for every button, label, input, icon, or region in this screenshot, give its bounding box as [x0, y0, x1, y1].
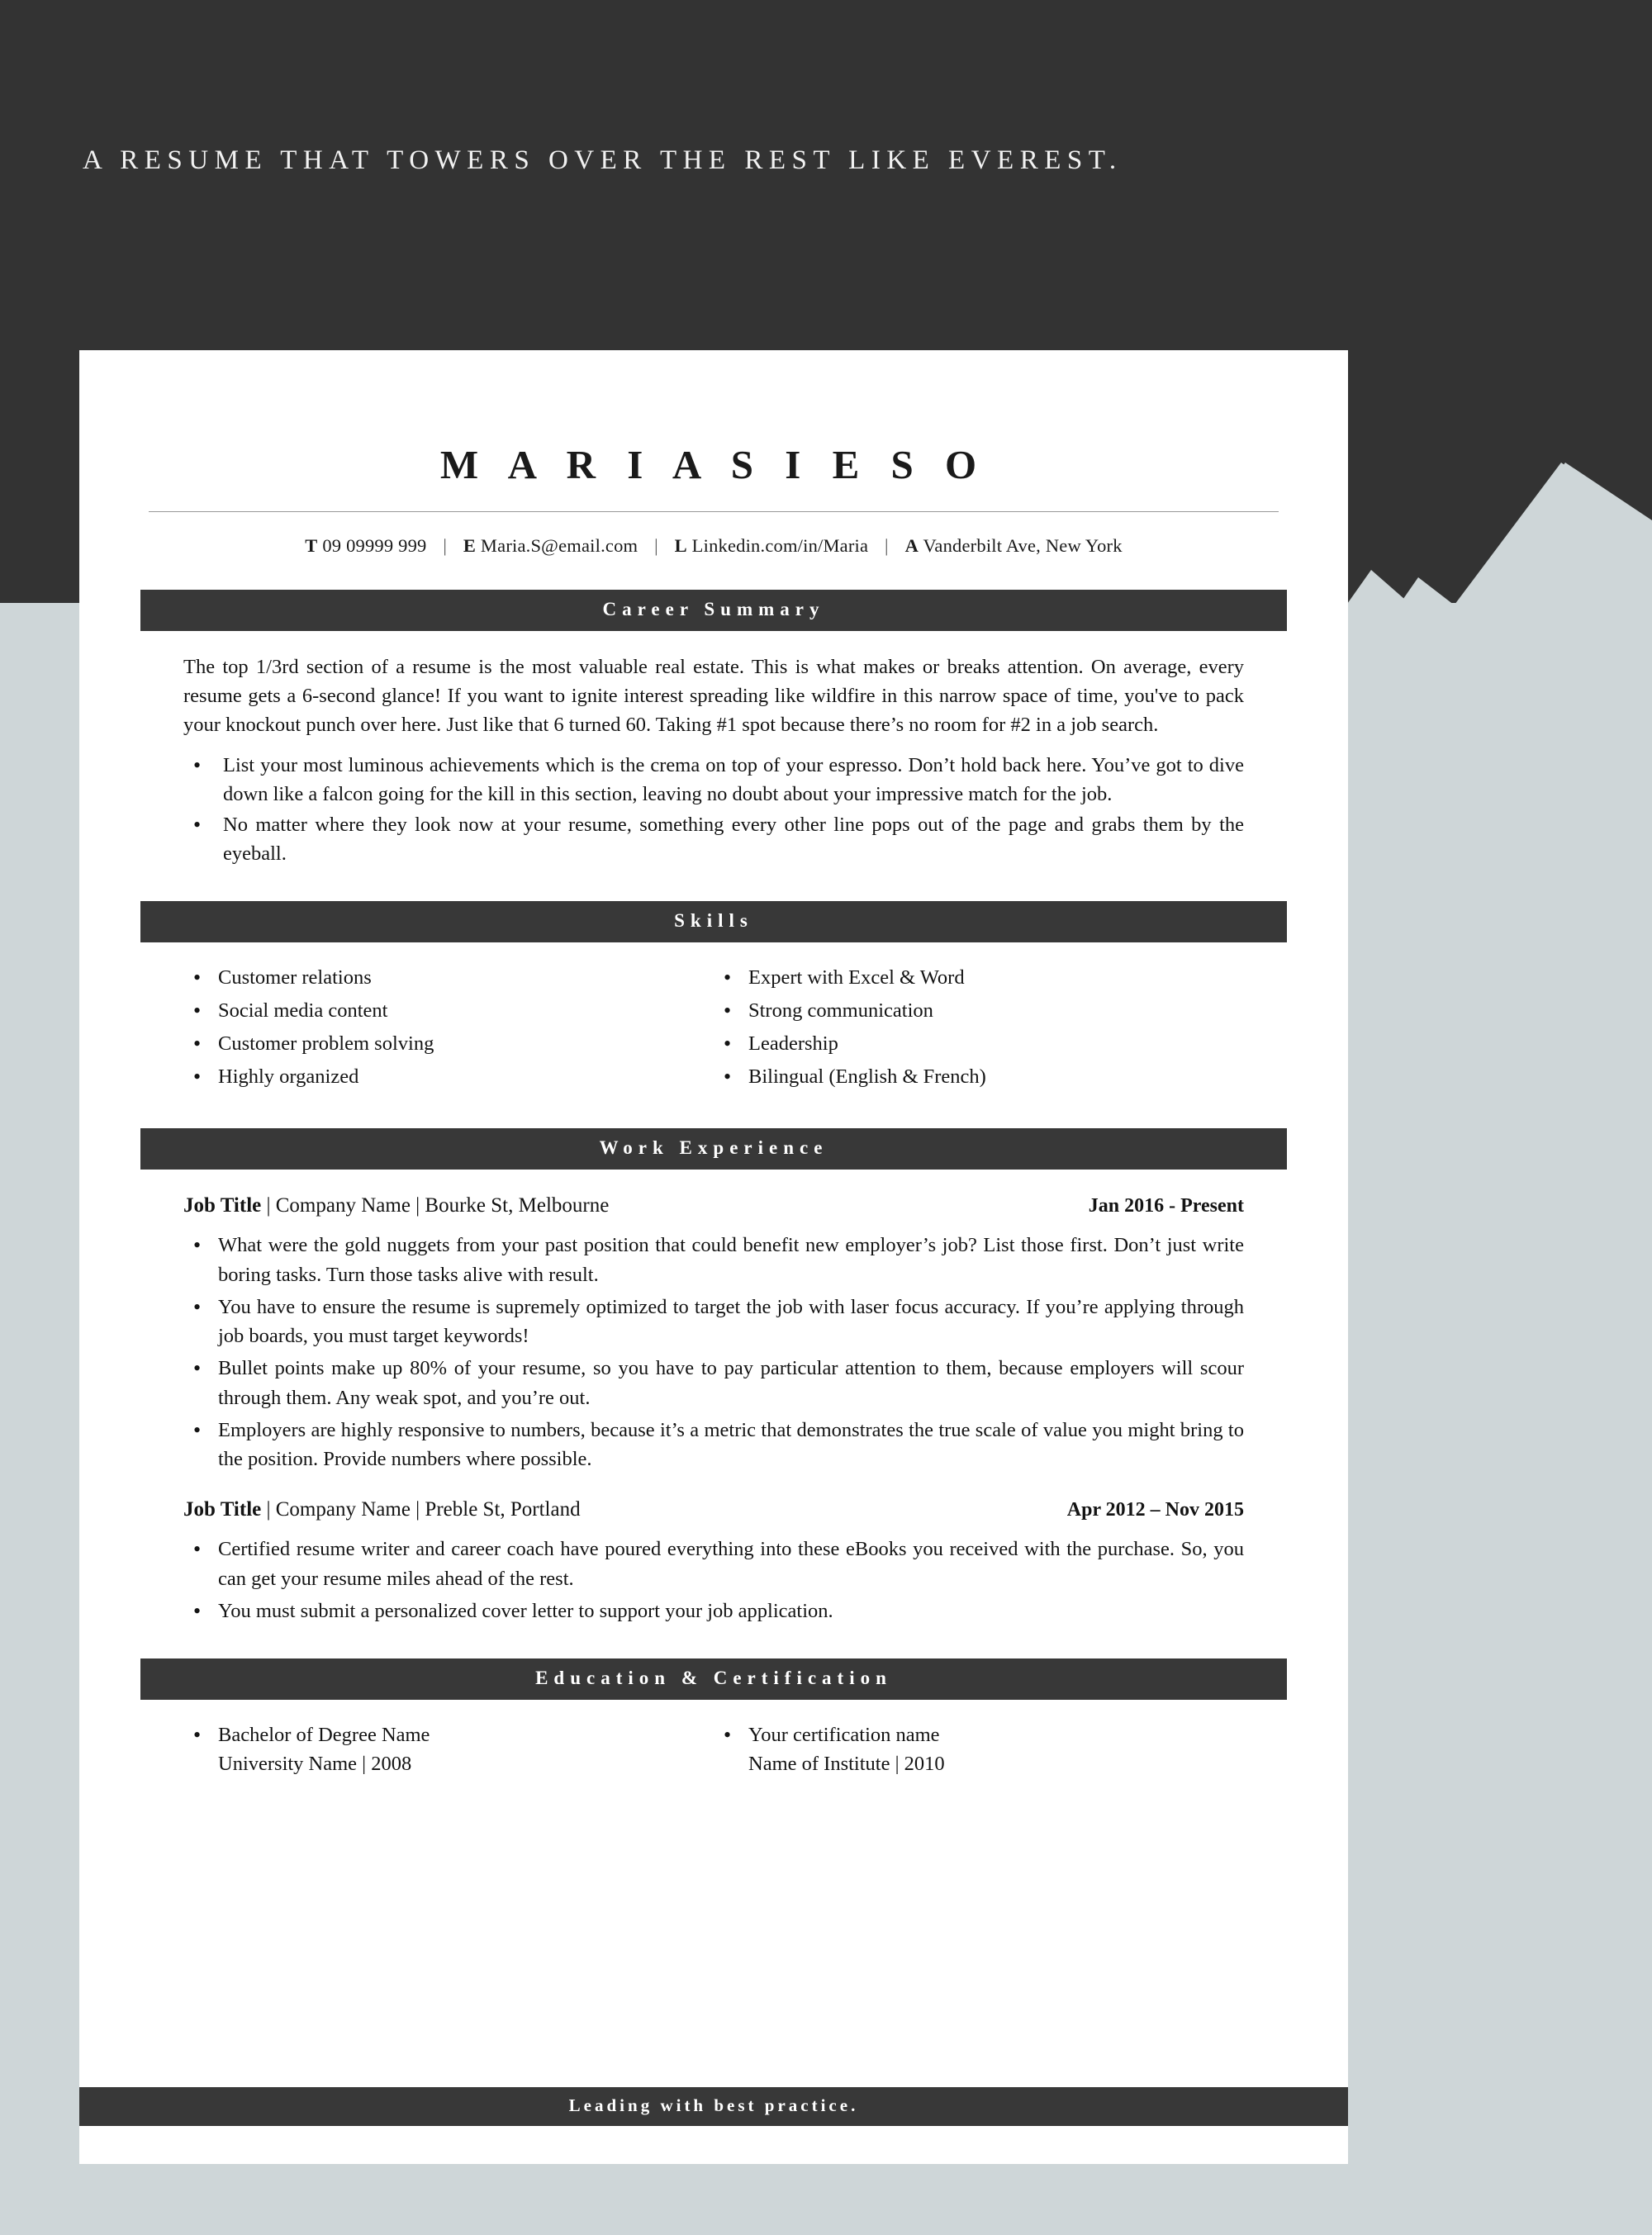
list-item: • Customer problem solving: [218, 1030, 714, 1059]
contact-line: [140, 535, 1287, 557]
job-dates: Jan 2016 - Present: [1088, 1195, 1244, 1217]
job-header-1: [183, 1194, 1244, 1217]
job-dates: Apr 2012 – Nov 2015: [1066, 1499, 1244, 1521]
phone-key: T: [305, 535, 318, 556]
list-item: • Certified resume writer and career coach have poured everything into these eBooks you received with the purchase. So, you can get your resume miles ahead of the rest.: [218, 1535, 1244, 1593]
banner-tagline: A RESUME THAT TOWERS OVER THE REST LIKE EVEREST.: [83, 145, 1123, 175]
list-item: • Employers are highly responsive to numbers, because it’s a metric that demonstrates the true scale of value you might bring to the position. Provide numbers where possible.: [218, 1416, 1244, 1474]
education-column-left: [183, 1721, 714, 1779]
job-title: Job Title: [183, 1498, 262, 1521]
contact-separator-2: |: [654, 535, 658, 556]
education-columns: [183, 1721, 1244, 1779]
job-title-line-2: [183, 1498, 581, 1521]
education-column-right: [714, 1721, 1244, 1779]
contact-separator-3: |: [885, 535, 889, 556]
skills-column-left: [183, 964, 714, 1095]
address-value: Vanderbilt Ave, New York: [923, 535, 1123, 556]
resume-content: [79, 350, 1348, 1779]
email-value: Maria.S@email.com: [480, 535, 638, 556]
section-heading-skills: Skills: [140, 901, 1287, 942]
candidate-name: M A R I A S I E S O: [439, 442, 988, 487]
section-heading-education: Education & Certification: [140, 1658, 1287, 1700]
contact-separator-1: |: [443, 535, 448, 556]
job-title-line-1: [183, 1194, 609, 1217]
list-item: [748, 1721, 1244, 1779]
career-summary-paragraph: The top 1/3rd section of a resume is the most valuable real estate. This is what makes or breaks attention. On average, every resume gets a 6-second glance! If you want to ignite interest spreading like wildfire in this narrow space of time, you've to pack your knockout punch over here. Just like that 6 turned 60. Taking #1 spot because there’s no room for #2 in a job search.: [183, 656, 1244, 737]
skills-column-right: [714, 964, 1244, 1095]
job-title: Job Title: [183, 1194, 262, 1217]
linkedin-key: L: [674, 535, 687, 556]
list-item: • Customer relations: [218, 964, 714, 993]
job-meta: | Company Name | Preble St, Portland: [261, 1498, 581, 1521]
job-bullets-1: [183, 1231, 1244, 1473]
resume-page: [79, 350, 1348, 2164]
list-item: • Strong communication: [748, 997, 1244, 1026]
email-key: E: [463, 535, 477, 556]
list-item: • No matter where they look now at your resume, something every other line pops out of the page and grabs them by the eyeball.: [218, 810, 1244, 868]
list-item: • You must submit a personalized cover letter to support your job application.: [218, 1597, 1244, 1625]
linkedin-value: Linkedin.com/in/Maria: [691, 535, 869, 556]
section-heading-work-experience: Work Experience: [140, 1128, 1287, 1170]
list-item: [218, 1721, 714, 1779]
education-institution: University Name | 2008: [218, 1753, 412, 1776]
list-item: • Expert with Excel & Word: [748, 964, 1244, 993]
job-meta: | Company Name | Bourke St, Melbourne: [261, 1194, 610, 1217]
address-key: A: [904, 535, 919, 556]
footer-bar: Leading with best practice.: [79, 2087, 1348, 2126]
list-item: • Social media content: [218, 997, 714, 1026]
list-item: • You have to ensure the resume is supremely optimized to target the job with laser focus accuracy. If you’re applying through job boards, you must target keywords!: [218, 1293, 1244, 1351]
list-item: • Leadership: [748, 1030, 1244, 1059]
section-heading-career-summary: Career Summary: [140, 590, 1287, 631]
list-item: • Bilingual (English & French): [748, 1063, 1244, 1092]
list-item: • Bullet points make up 80% of your resume, so you have to pay particular attention to them, because employers will scour through them. Any weak spot, and you’re out.: [218, 1354, 1244, 1412]
skills-columns: [183, 964, 1244, 1095]
phone-value: 09 09999 999: [322, 535, 427, 556]
job-header-2: [183, 1498, 1244, 1521]
certification-name: Your certification name: [748, 1724, 940, 1747]
certification-institution: Name of Institute | 2010: [748, 1753, 945, 1776]
job-bullets-2: [183, 1535, 1244, 1625]
name-divider: [149, 511, 1279, 512]
list-item: • What were the gold nuggets from your past position that could benefit new employer’s job? List those first. Don’t just write boring tasks. Turn those tasks alive with result.: [218, 1231, 1244, 1289]
education-degree: Bachelor of Degree Name: [218, 1724, 430, 1747]
list-item: • Highly organized: [218, 1063, 714, 1092]
career-summary-bullets: [183, 751, 1244, 868]
list-item: • List your most luminous achievements which is the crema on top of your espresso. Don’t hold back here. You’ve got to dive down like a falcon going for the kill in this section, leaving no doubt about your impressive match for the job.: [218, 751, 1244, 809]
